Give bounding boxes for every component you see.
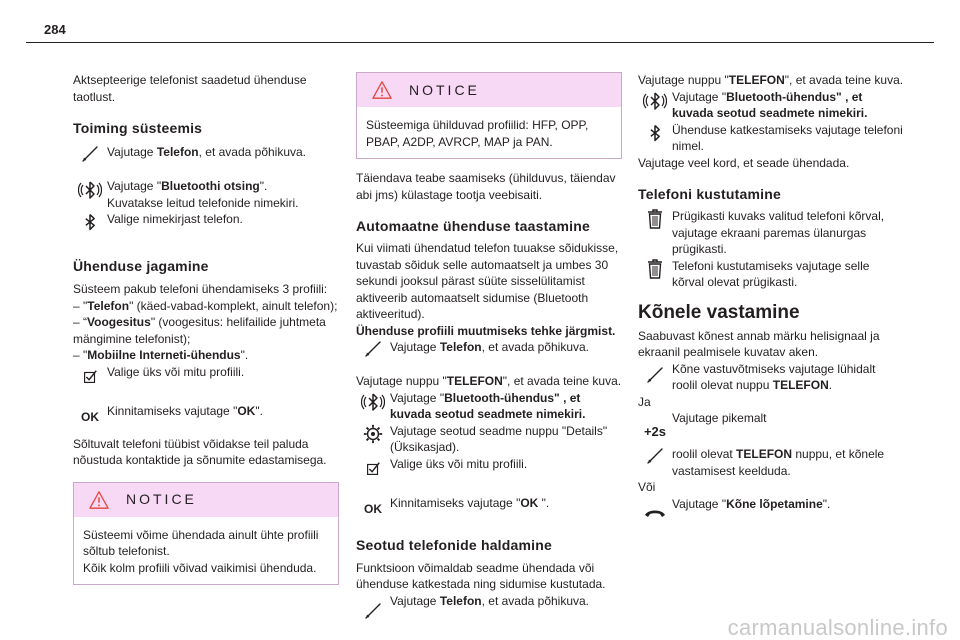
step-long-press: +2s Vajutage pikemalt — [638, 410, 904, 440]
ok-icon: OK — [81, 409, 99, 424]
settings-gear-icon — [356, 423, 390, 445]
profile-mobile-internet: – "Mobiilne Interneti-ühendus". — [73, 348, 249, 362]
notice-title: NOTICE — [409, 81, 480, 98]
step-bluetooth-connection: Vajutage "Bluetooth-ühendus" , et kuvada seotud seadmete nimekiri. — [638, 89, 904, 122]
hang-up-icon — [638, 496, 672, 528]
or-text: Või — [638, 480, 656, 494]
heading-delete-phone: Telefoni kustutamine — [638, 186, 781, 202]
trash-icon — [638, 208, 672, 230]
step-press-telefon: Vajutage nuppu "TELEFON", et avada teine kuva. — [356, 374, 622, 388]
notice-box-2 — [356, 72, 622, 159]
heading-connection-sharing: Ühenduse jagamine — [73, 258, 209, 274]
notice-box-1 — [73, 482, 339, 586]
heading-answer-call: Kõnele vastamine — [638, 301, 800, 323]
step-short-press: Kõne vastuvõtmiseks vajutage lühidalt roolil olevat nuppu TELEFON. — [638, 361, 904, 394]
auto-reconnect-body: Kui viimati ühendatud telefon tuuakse sõidukisse, tuvastab sõiduk selle automaatselt ja umbes 30 sekundi jooksul pärast süüte sisselülitamist aktiveerib automaatselt sidumise (Bluetooth aktiveeritud). — [356, 241, 619, 321]
top-divider — [26, 42, 934, 43]
column-2 — [356, 72, 622, 623]
bluetooth-search-icon — [73, 178, 107, 200]
bluetooth-icon — [638, 122, 672, 144]
bluetooth-icon — [73, 211, 107, 233]
pointer-icon — [638, 446, 672, 468]
checkbox-icon — [73, 364, 107, 390]
step-trash-delete: Telefoni kustutamiseks vajutage selle kõrval olevat prügikasti. — [638, 258, 904, 291]
step-confirm-ok: OK Kinnitamiseks vajutage "OK". — [73, 390, 339, 424]
auto-reconnect-bold: Ühenduse profiili muutmiseks tehke järgmist. — [356, 323, 616, 338]
column-1 — [73, 72, 339, 585]
step-open-phone: Vajutage Telefon, et avada põhikuva. — [356, 339, 622, 361]
more-info-text: Täiendava teabe saamiseks (ühilduvus, täiendav abi jms) külastage tootja veebisaiti. — [356, 171, 616, 202]
long-press-icon: +2s — [643, 423, 667, 439]
heading-manage-paired: Seotud telefonide haldamine — [356, 536, 552, 553]
notice-title: NOTICE — [126, 491, 197, 508]
step-details: Vajutage seotud seadme nuppu "Details" (Üksikasjad). — [356, 423, 622, 456]
notice-body: Süsteemiga ühilduvad profiilid: HFP, OPP, PBAP, A2DP, AVRCP, MAP ja PAN. — [366, 118, 589, 149]
step-open-phone: Vajutage Telefon, et avada põhikuva. — [73, 144, 339, 166]
pointer-icon — [638, 361, 672, 387]
profile-telefon: – "Telefon" (käed-vabad-komplekt, ainult telefon); — [73, 298, 338, 313]
bluetooth-search-icon — [638, 89, 672, 111]
answer-body: Saabuvast kõnest annab märku helisignaal ja ekraanil pealmisele kuvatav aken. — [638, 328, 880, 359]
step-end-call: Vajutage "Kõne lõpetamine". — [638, 496, 904, 528]
reconnect-text: Vajutage veel kord, et seade ühendada. — [638, 155, 850, 170]
step-trash-view: Prügikasti kuvaks valitud telefoni kõrval, vajutage ekraani paremas ülanurgas prügikasti. — [638, 208, 904, 258]
step-select-profiles: Valige üks või mitu profiili. — [73, 364, 339, 390]
page-number: 284 — [44, 22, 66, 37]
column-3 — [638, 72, 904, 528]
warning-icon — [88, 490, 110, 510]
heading-auto-reconnect: Automaatne ühenduse taastamine — [356, 218, 590, 234]
pointer-icon — [73, 144, 107, 166]
heading-system-action: Toiming süsteemis — [73, 120, 203, 136]
checkbox-icon — [356, 456, 390, 482]
trash-icon — [638, 258, 672, 280]
step-confirm-ok: OK Kinnitamiseks vajutage "OK ". — [356, 482, 622, 516]
profile-streaming: – “Voogesitus" (voogesitus: helifailide juhtmeta mängimine telefonist); — [73, 315, 326, 346]
step-select-profiles: Valige üks või mitu profiili. — [356, 456, 622, 482]
watermark-logo: carmanualsonline.info — [727, 614, 948, 640]
step-decline-call: roolil olevat TELEFON nuppu, et kõnele vastamisest keelduda. — [638, 446, 904, 479]
depend-text: Sõltuvalt telefoni tüübist võidakse teil paluda nõustuda kontaktide ja sõnumite edastamisega. — [73, 436, 327, 467]
intro-text: Aktsepteerige telefonist saadetud ühenduse taotlust. — [73, 73, 307, 104]
warning-icon — [371, 80, 393, 100]
notice-header — [74, 483, 338, 517]
and-text: Ja — [638, 394, 651, 409]
step-open-phone: Vajutage Telefon, et avada põhikuva. — [356, 593, 622, 623]
step-disconnect: Ühenduse katkestamiseks vajutage telefoni nimel. — [638, 122, 904, 155]
step-bluetooth-search: Vajutage "Bluetoothi otsing". Kuvatakse leitud telefonide nimekiri. — [73, 178, 339, 211]
bluetooth-search-icon — [356, 390, 390, 412]
notice-body: Süsteemi võime ühendada ainult ühte profiili sõltub telefonist. Kõik kolm profiili võivad vaikimisi ühenduda. — [83, 527, 319, 575]
pointer-icon — [356, 339, 390, 361]
notice-header — [357, 73, 621, 107]
pointer-icon — [356, 593, 390, 623]
manage-body: Funktsioon võimaldab seadme ühendada või ühenduse katkestada ning sidumise kustutada. — [356, 560, 606, 591]
step-press-telefon: Vajutage nuppu "TELEFON", et avada teine kuva. — [638, 73, 904, 87]
share-intro: Süsteem pakub telefoni ühendamiseks 3 profiili: — [73, 282, 328, 296]
ok-icon: OK — [364, 501, 382, 516]
step-bluetooth-connection: Vajutage "Bluetooth-ühendus" , et kuvada seotud seadmete nimekiri. — [356, 390, 622, 423]
step-select-phone: Valige nimekirjast telefon. — [73, 211, 339, 233]
